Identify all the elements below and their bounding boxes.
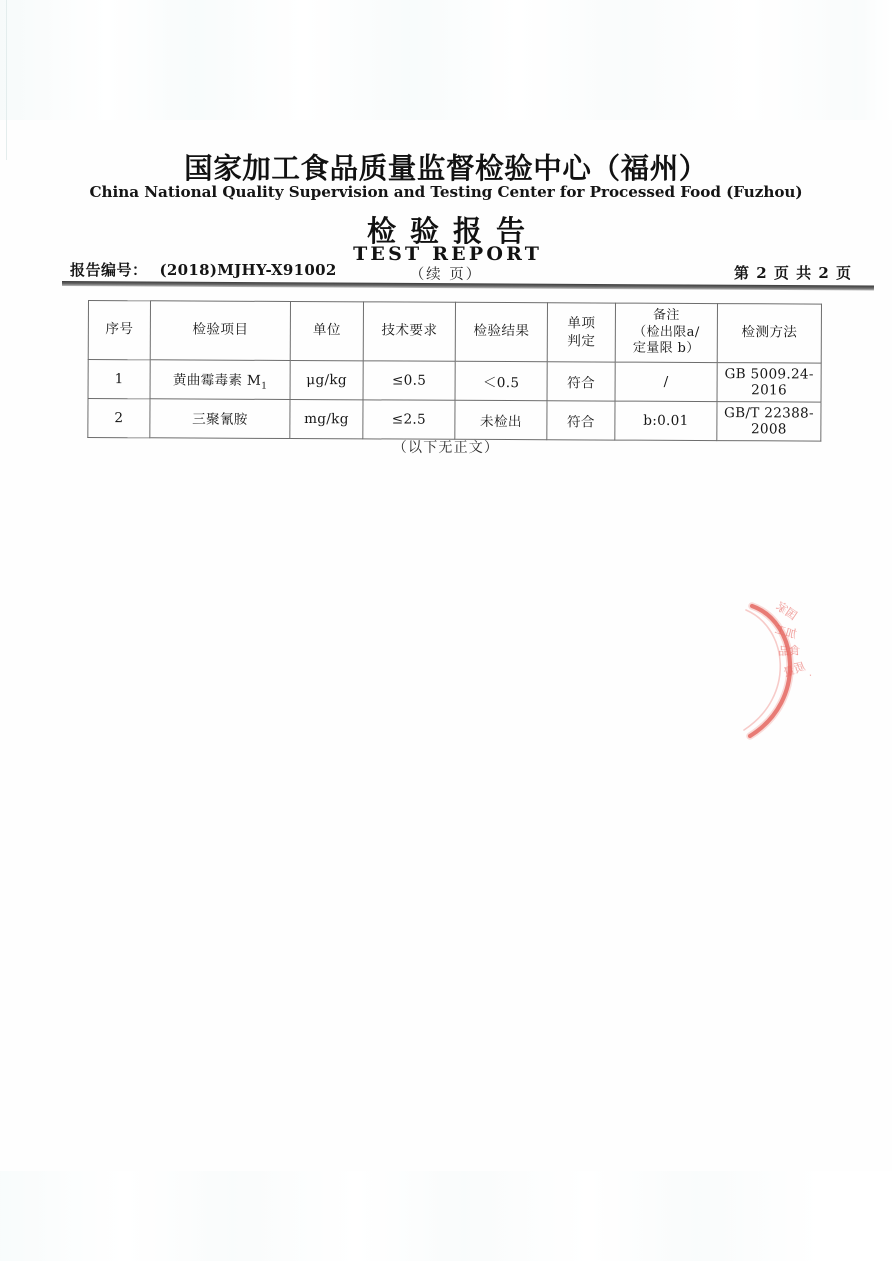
col-header-item: 检验项目 <box>150 301 290 361</box>
cell-verdict: 符合 <box>547 401 615 440</box>
continued-page-marker: （续 页） <box>409 267 483 283</box>
report-number-label: 报告编号： <box>70 261 148 279</box>
cell-method: GB 5009.24-2016 <box>717 363 821 403</box>
cell-verdict: 符合 <box>547 362 615 401</box>
no-more-text-note: （以下无正文） <box>392 440 500 456</box>
col-header-remark <box>615 303 717 362</box>
table-row <box>88 360 821 403</box>
cell-requirement: ≤0.5 <box>363 361 455 400</box>
results-table-container <box>87 300 821 442</box>
seal-arc-icon <box>700 588 892 748</box>
seal-line-4: 质量 <box>781 659 807 679</box>
organization-name-en: China National Quality Supervision and Testing Center for Processed Food (Fuzhou) <box>89 183 803 201</box>
cell-requirement: ≤2.5 <box>363 400 455 439</box>
col-header-remark-stack <box>616 307 717 358</box>
cell-item <box>150 360 290 400</box>
cell-unit: mg/kg <box>290 399 363 438</box>
col-header-verdict-line2: 判定 <box>567 333 596 350</box>
col-header-remark-line2: （检出限a/ <box>633 324 700 340</box>
cell-item-text: 三聚氰胺 <box>192 411 248 428</box>
scan-artifact-bottom <box>0 1171 892 1261</box>
report-number-value: (2018)MJHY-X91002 <box>159 261 337 279</box>
col-header-unit: 单位 <box>290 301 363 360</box>
cell-remark: b:0.01 <box>615 401 717 440</box>
page-indicator: 第 2 页 共 2 页 <box>734 264 852 282</box>
col-header-verdict <box>547 303 615 362</box>
col-header-verdict-line1: 单项 <box>567 314 596 332</box>
report-number <box>70 259 337 280</box>
table-header-row <box>88 301 821 364</box>
col-header-result: 检验结果 <box>455 302 547 361</box>
cell-result: 未检出 <box>455 400 547 439</box>
col-header-remark-line3: 定量限 b） <box>632 341 700 357</box>
report-title-en: TEST REPORT <box>353 243 543 265</box>
cell-item-text: 黄曲霉毒素 M <box>172 372 262 389</box>
seal-line-1: 国家 <box>773 599 800 623</box>
seal-line-5: · <box>806 671 816 682</box>
cell-result: ＜0.5 <box>455 361 547 400</box>
cell-item <box>150 399 290 439</box>
col-header-requirement: 技术要求 <box>363 302 455 361</box>
col-header-method: 检测方法 <box>717 304 821 364</box>
scan-artifact-top <box>0 0 892 120</box>
cell-method: GB/T 22388-2008 <box>717 402 821 442</box>
test-results-table <box>87 300 822 442</box>
col-header-remark-line1: 备注 <box>652 307 680 323</box>
seal-inscription <box>744 599 816 724</box>
col-header-no: 序号 <box>88 301 150 360</box>
scan-edge-line <box>6 0 7 160</box>
cell-unit: μg/kg <box>290 360 363 399</box>
seal-line-3: 食品 <box>778 644 801 658</box>
table-row <box>88 399 821 442</box>
cell-no: 2 <box>88 399 150 438</box>
cell-remark: / <box>615 362 717 401</box>
red-seal-stamp <box>700 588 892 748</box>
cell-item-subscript: 1 <box>261 380 268 392</box>
report-title-cn: 检验报告 <box>366 214 539 248</box>
organization-name-cn: 国家加工食品质量监督检验中心（福州） <box>184 151 708 185</box>
seal-line-2: 加工 <box>773 621 799 641</box>
cell-no: 1 <box>88 360 150 399</box>
